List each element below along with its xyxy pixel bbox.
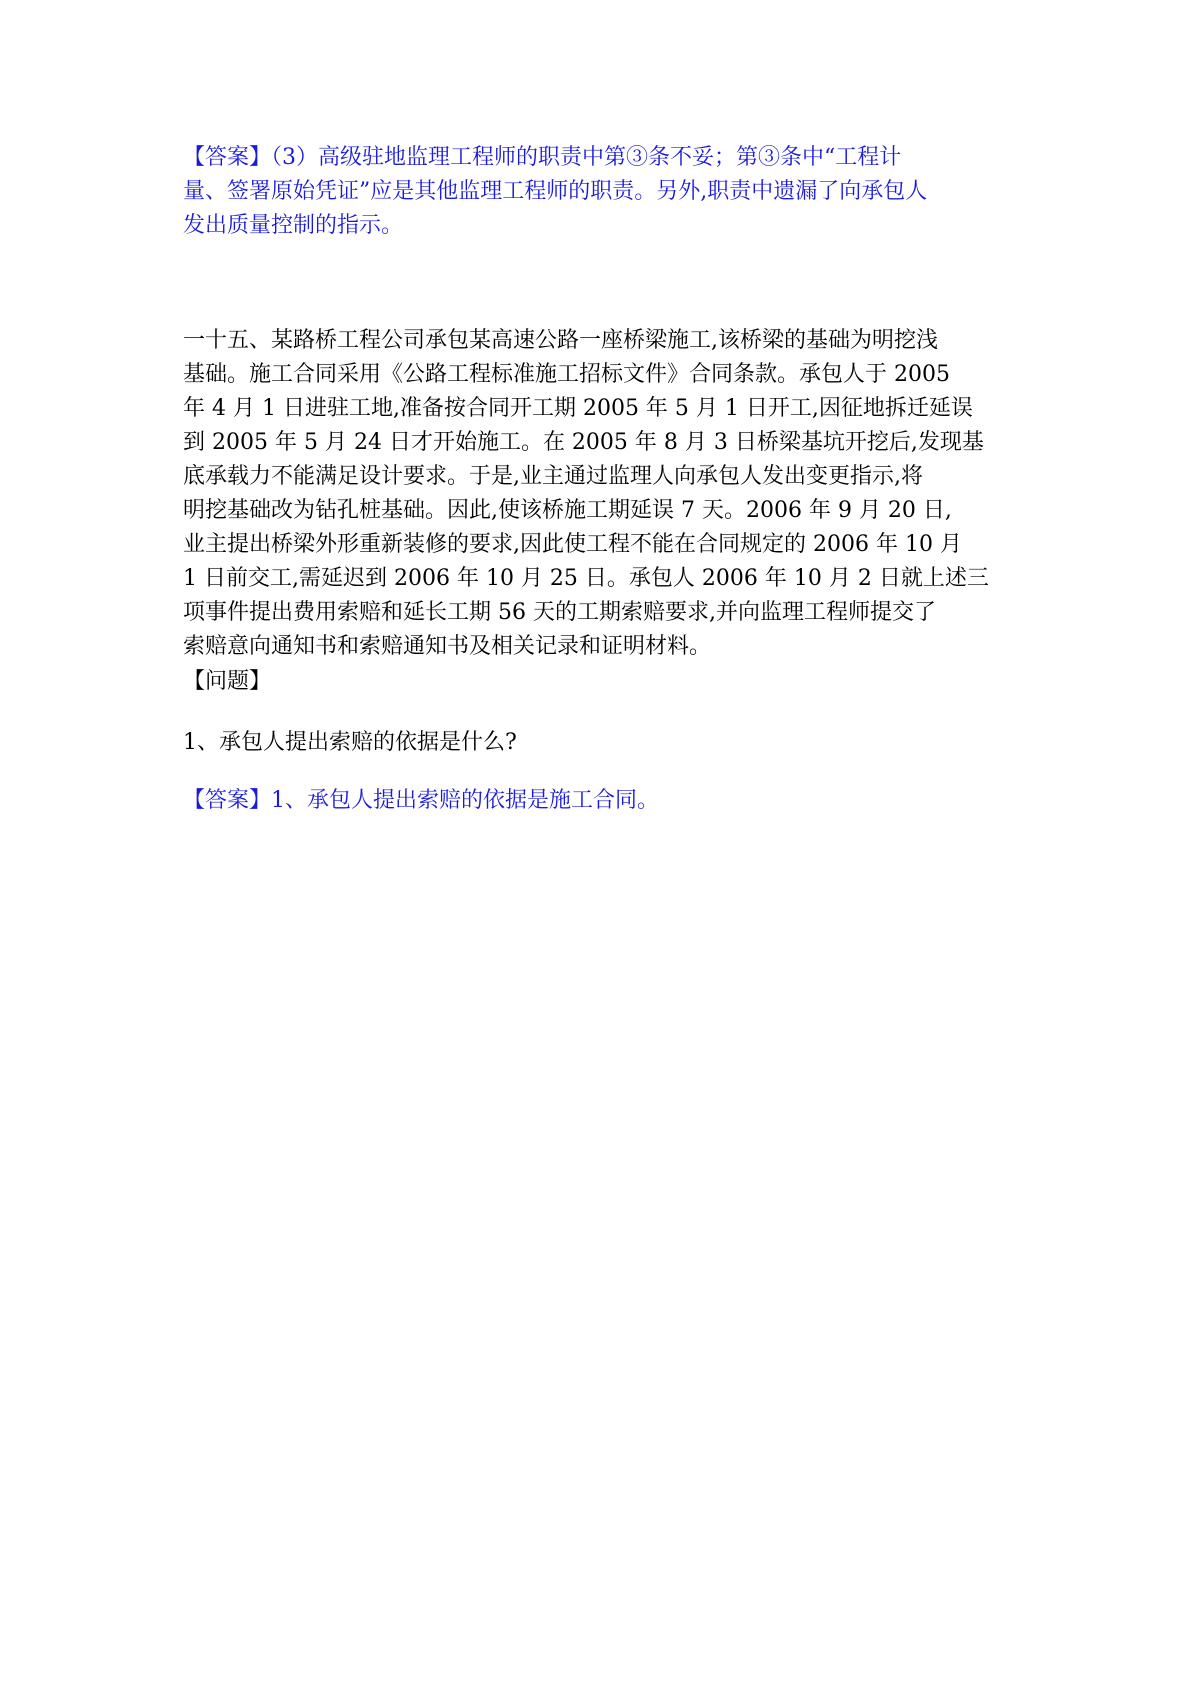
question-line: 项事件提出费用索赔和延长工期 56 天的工期索赔要求,并向监理工程师提交了 xyxy=(183,600,936,625)
question-heading xyxy=(183,665,1013,699)
previous-answer-line: 量、签署原始凭证”应是其他监理工程师的职责。另外,职责中遗漏了向承包人 xyxy=(183,179,928,204)
question-line: 业主提出桥梁外形重新装修的要求,因此使工程不能在合同规定的 2006 年 10 月 xyxy=(183,532,962,557)
question-line: 索赔意向通知书和索赔通知书及相关记录和证明材料。 xyxy=(183,634,712,659)
answer-1 xyxy=(183,784,1013,818)
question-line: 一十五、某路桥工程公司承包某高速公路一座桥梁施工,该桥梁的基础为明挖浅 xyxy=(183,328,938,353)
question-paragraph xyxy=(183,324,1013,664)
sub-question-1-text: 1、承包人提出索赔的依据是什么? xyxy=(183,730,517,755)
previous-answer-paragraph xyxy=(183,141,1013,243)
question-line: 1 日前交工,需延迟到 2006 年 10 月 25 日。承包人 2006 年 10 月 2 日就上述三 xyxy=(183,566,989,591)
answer-1-text: 【答案】1、承包人提出索赔的依据是施工合同。 xyxy=(183,788,659,813)
previous-answer-line: 【答案】（3）高级驻地监理工程师的职责中第③条不妥；第③条中“工程计 xyxy=(183,145,902,170)
previous-answer-line: 发出质量控制的指示。 xyxy=(183,213,404,238)
sub-question-1 xyxy=(183,726,1013,760)
question-line: 底承载力不能满足设计要求。于是,业主通过监理人向承包人发出变更指示,将 xyxy=(183,464,923,489)
question-line: 基础。施工合同采用《公路工程标准施工招标文件》合同条款。承包人于 2005 xyxy=(183,362,950,387)
question-line: 明挖基础改为钻孔桩基础。因此,使该桥施工期延误 7 天。2006 年 9 月 20 日, xyxy=(183,498,952,523)
question-line: 年 4 月 1 日进驻工地,准备按合同开工期 2005 年 5 月 1 日开工,因征地拆迁延误 xyxy=(183,396,973,421)
question-line: 到 2005 年 5 月 24 日才开始施工。在 2005 年 8 月 3 日桥梁基坑开挖后,发现基 xyxy=(183,430,984,455)
question-heading-text: 【问题】 xyxy=(183,669,272,694)
